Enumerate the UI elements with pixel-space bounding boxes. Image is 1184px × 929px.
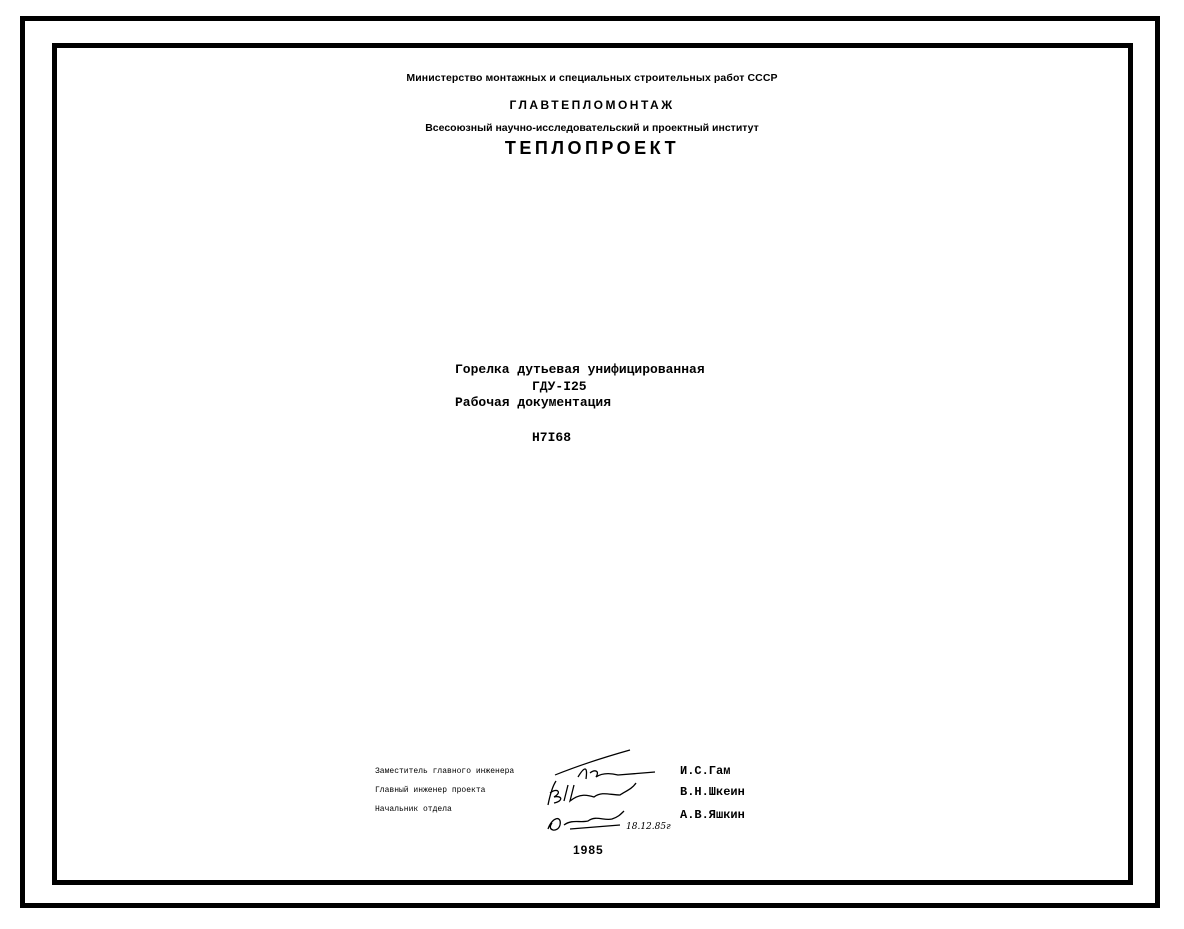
signatory-name-3: А.В.Яшкин xyxy=(680,808,745,822)
document-code: Н7I68 xyxy=(532,430,572,445)
institute-line: Всесоюзный научно-исследовательский и проектный институт xyxy=(425,122,759,134)
department-line: ГЛАВТЕПЛОМОНТАЖ xyxy=(509,98,675,112)
signatory-name-1: И.С.Гам xyxy=(680,764,731,778)
document-model: ГДУ-I25 xyxy=(532,379,587,394)
signatory-role-3: Начальник отдела xyxy=(375,805,452,814)
signatory-role-1: Заместитель главного инженера xyxy=(375,767,515,776)
document-type: Рабочая документация xyxy=(455,395,612,410)
signature-date: 18.12.85г xyxy=(626,822,671,832)
ministry-line: Министерство монтажных и специальных строительных работ СССР xyxy=(406,72,778,84)
year: 1985 xyxy=(573,843,604,857)
signatory-name-2: В.Н.Шкеин xyxy=(680,785,745,799)
institute-name: ТЕПЛОПРОЕКТ xyxy=(504,138,680,158)
handwritten-signatures xyxy=(540,745,680,840)
signatory-role-2: Главный инженер проекта xyxy=(375,786,486,795)
document-title: Горелка дутьевая унифицированная xyxy=(455,362,705,377)
